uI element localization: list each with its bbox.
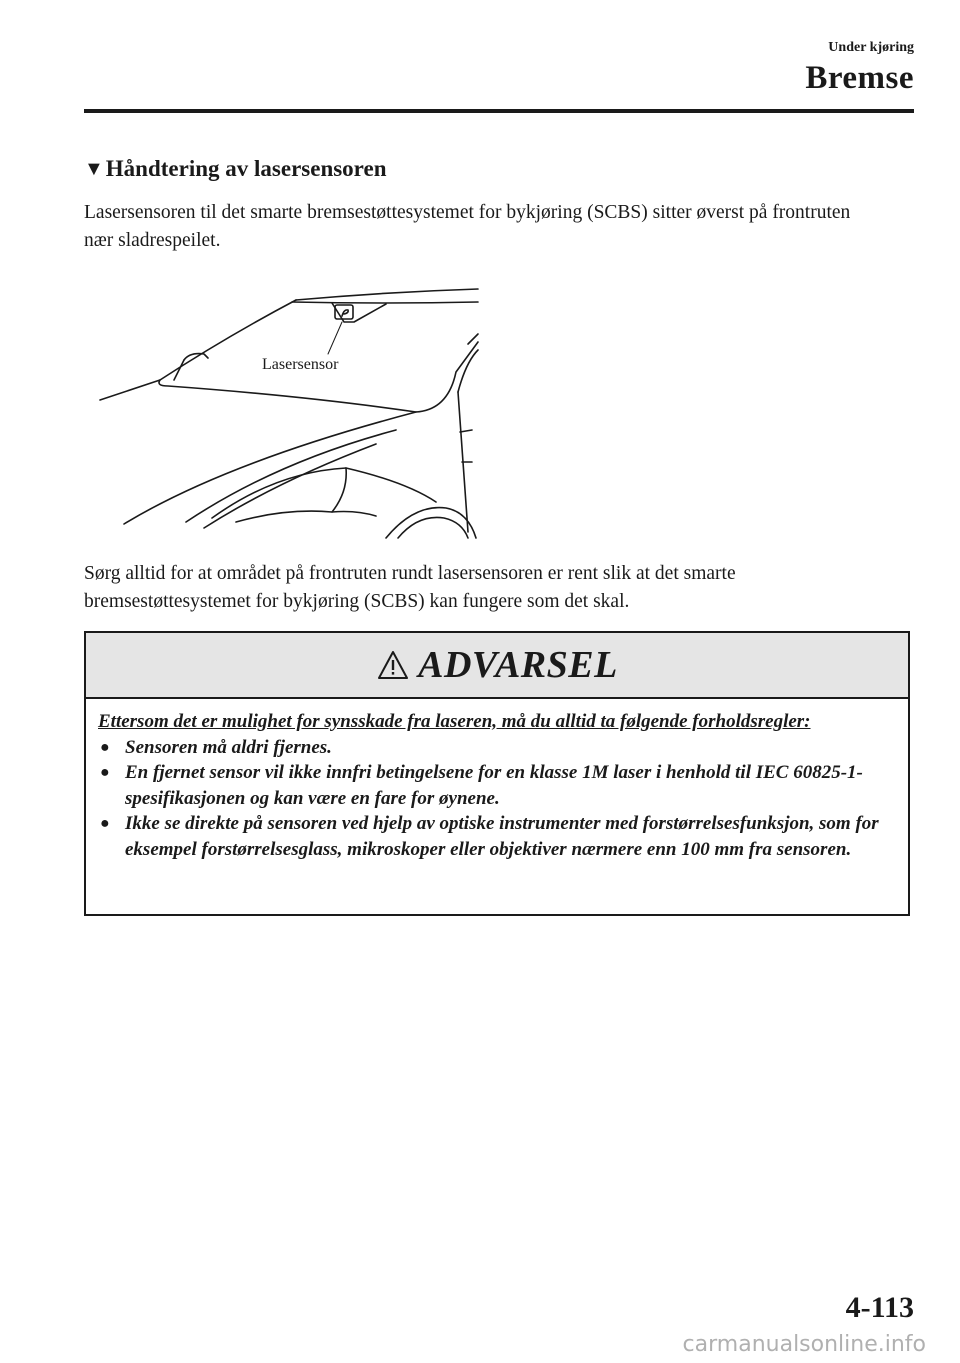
intro-paragraph: Lasersensoren til det smarte bremsestøttesystemet for bykjøring (SCBS) sitter øverst på frontruten nær sladrespeilet.	[84, 202, 851, 251]
body-paragraph: Sørg alltid for at området på frontruten rundt lasersensoren er rent slik at det smarte bremsestøttesystemet for bykjøring (SCBS) kan fungere som det skal.	[84, 563, 736, 612]
list-item	[98, 811, 896, 862]
page-number: 4-113	[845, 1291, 914, 1324]
figure-label: Lasersensor	[262, 356, 339, 373]
bullet-icon: ●	[100, 815, 110, 832]
bullet-icon: ●	[100, 738, 110, 756]
windshield-figure	[96, 272, 486, 540]
warning-title: ADVARSEL	[418, 644, 618, 686]
header-rule	[84, 109, 914, 113]
triangle-down-icon: ▼	[84, 157, 104, 180]
subsection-heading-text: Håndtering av lasersensoren	[105, 156, 387, 181]
list-item-text: Sensoren må aldri fjernes.	[125, 736, 332, 758]
list-item	[98, 735, 896, 761]
car-windshield-illustration	[96, 272, 486, 540]
warning-triangle-icon	[376, 649, 410, 681]
list-item-text: En fjernet sensor vil ikke innfri betingelsene for en klasse 1M laser i henhold til IEC 60825-1-spesifikasjonen og kan være en fare for øynene.	[125, 762, 863, 809]
warning-intro: Ettersom det er mulighet for synsskade fra laseren, må du alltid ta følgende forholdsregler:	[98, 711, 811, 732]
watermark: carmanualsonline.info	[682, 1332, 926, 1357]
subsection-heading	[84, 156, 386, 182]
warning-body	[86, 699, 908, 862]
warning-box	[84, 631, 910, 916]
chapter-label: Under kjøring	[828, 40, 914, 55]
warning-header	[86, 633, 908, 699]
list-item	[98, 760, 896, 811]
list-item-text: Ikke se direkte på sensoren ved hjelp av optiske instrumenter med forstørrelsesfunksjon, som for eksempel forstørrelsesglass, mikroskoper eller objektiver nærmere enn 100 mm fra sensoren.	[125, 813, 879, 860]
warning-bullet-list	[98, 735, 896, 863]
section-title: Bremse	[805, 60, 914, 96]
bullet-icon: ●	[100, 764, 110, 781]
